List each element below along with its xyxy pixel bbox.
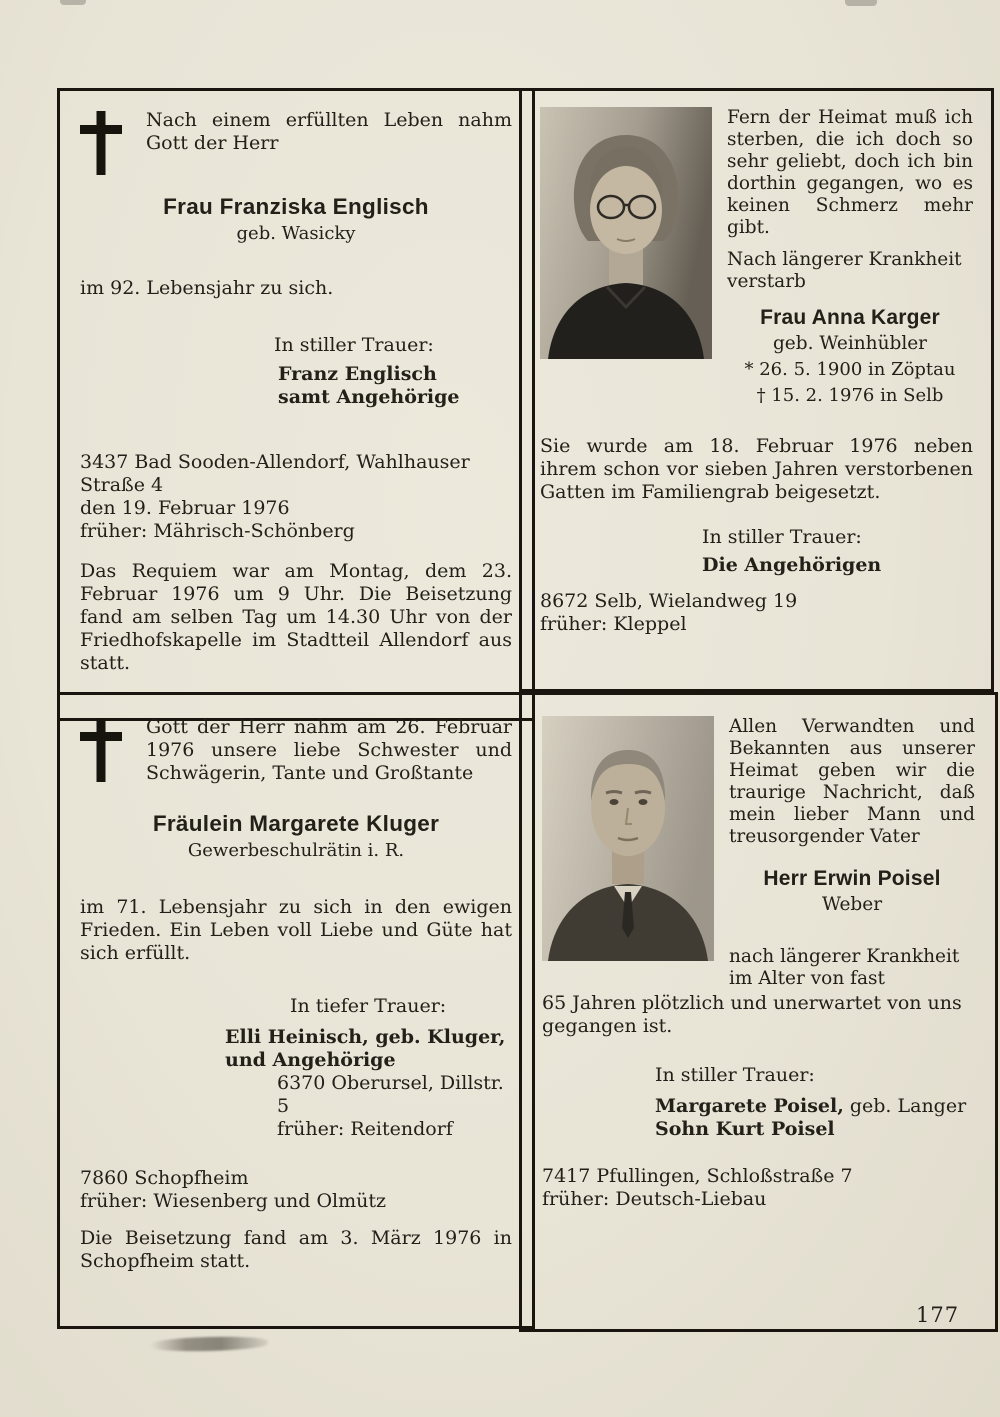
life-text: im 71. Lebensjahr zu sich in den ewigen Frieden. Ein Leben voll Liebe und Güte hat sich erfüllt. <box>80 896 512 964</box>
former-residence-line: früher: Deutsch-Liebau <box>542 1188 767 1210</box>
obituary-erwin-poisel <box>519 692 998 1332</box>
portrait-photo <box>540 107 712 407</box>
intro-text: Nach einem erfüllten Leben nahm Gott der Herr <box>146 109 512 154</box>
illness-text-part2: 65 Jahren plötzlich und unerwartet von uns gegangen ist. <box>542 992 962 1037</box>
mourner-line <box>655 1095 975 1118</box>
scan-artifact <box>60 0 86 5</box>
former-residence-line: früher: Mährisch-Schönberg <box>80 520 355 542</box>
address-block <box>540 590 973 636</box>
cross-icon <box>80 716 122 786</box>
mourner-line: und Angehörige <box>225 1049 396 1071</box>
former-residence-line: früher: Wiesenberg und Olmütz <box>80 1190 387 1212</box>
birth-date-line: * 26. 5. 1900 in Zöptau <box>744 359 956 380</box>
obituary-anna-karger <box>519 88 994 692</box>
occupation-line: Weber <box>821 894 883 915</box>
deceased-name: Frau Anna Karger <box>760 306 940 329</box>
mourner-block <box>278 363 512 409</box>
illness-text-part1: nach längerer Krankheit im Alter von fast <box>729 946 960 989</box>
intro-text: Allen Verwandten und Bekannten aus unserer Heimat geben wir die traurige Nachricht, daß mein lieber Mann und treusorgender Vater <box>729 716 975 847</box>
mourner-address-line: 6370 Oberursel, Dillstr. 5 <box>277 1072 504 1117</box>
cross-intro-row <box>80 109 512 179</box>
illness-line: Nach längerer Krankheit verstarb <box>727 249 962 292</box>
address-line: 3437 Bad Sooden-Allendorf, Wahlhauser Straße 4 <box>80 451 470 496</box>
mourner-line: Elli Heinisch, geb. Kluger, <box>225 1026 506 1048</box>
death-date-line: † 15. 2. 1976 in Selb <box>756 385 944 406</box>
deceased-name: Herr Erwin Poisel <box>763 867 941 890</box>
scan-smudge <box>150 1335 268 1352</box>
intro-text: Gott der Herr nahm am 26. Februar 1976 unsere liebe Schwester und Schwägerin, Tante und Großtante <box>146 716 512 784</box>
mourning-header: In stiller Trauer: <box>274 334 434 356</box>
mourner-line: Sohn Kurt Poisel <box>655 1118 835 1140</box>
cross-intro-row <box>80 716 512 786</box>
address-block <box>80 451 512 543</box>
scan-artifact <box>845 0 877 6</box>
notice-text-column <box>729 716 975 990</box>
address-line: 7417 Pfullingen, Schloßstraße 7 <box>542 1165 853 1187</box>
portrait-photo <box>542 716 714 990</box>
mourner-block <box>225 1026 512 1141</box>
mourner-former-line: früher: Reitendorf <box>277 1118 453 1140</box>
mourning-header: In tiefer Trauer: <box>290 995 447 1017</box>
mourner-name-suffix: geb. Langer <box>843 1095 967 1117</box>
mourner-name: Margarete Poisel, <box>655 1095 844 1117</box>
maiden-name: geb. Weinhübler <box>772 333 928 354</box>
mourner-block <box>655 1095 975 1141</box>
photo-text-row <box>540 107 973 407</box>
funeral-text: Die Beisetzung fand am 3. März 1976 in Schopfheim statt. <box>80 1227 512 1272</box>
address-line: 8672 Selb, Wielandweg 19 <box>540 590 798 612</box>
deceased-name: Frau Franziska Englisch <box>163 194 429 219</box>
funeral-text: Das Requiem war am Montag, dem 23. Februar 1976 um 9 Uhr. Die Beisetzung fand am selben Tag um 14.30 Uhr von der Friedhofskapelle im Stadtteil Allendorf aus statt. <box>80 560 512 674</box>
mourner-line: samt Angehörige <box>278 386 460 408</box>
mourning-header: In stiller Trauer: <box>655 1064 815 1086</box>
address-block <box>80 1167 512 1213</box>
address-block <box>542 1165 975 1211</box>
obituary-franziska-englisch <box>57 88 535 721</box>
notice-text-column <box>727 107 973 407</box>
address-line: 7860 Schopfheim <box>80 1167 249 1189</box>
deceased-name: Fräulein Margarete Kluger <box>152 811 440 836</box>
obituary-margarete-kluger <box>57 692 535 1329</box>
mourner-line: Franz Englisch <box>278 363 437 385</box>
maiden-name: geb. Wasicky <box>236 223 356 244</box>
cross-icon <box>80 109 122 179</box>
mourning-header: In stiller Trauer: <box>702 526 862 548</box>
date-line: den 19. Februar 1976 <box>80 497 290 519</box>
burial-text: Sie wurde am 18. Februar 1976 neben ihrem schon vor sieben Jahren verstorbenen Gatten im Familiengrab beigesetzt. <box>540 435 973 503</box>
epitaph-text: Fern der Heimat muß ich sterben, die ich doch so sehr geliebt, doch ich bin dorthin gegangen, wo es keinen Schmerz mehr gibt. <box>727 107 973 238</box>
mourner-line: Die Angehörigen <box>702 554 882 576</box>
page-number: 177 <box>916 1303 960 1327</box>
photo-text-row <box>542 716 975 990</box>
age-line: im 92. Lebensjahr zu sich. <box>80 277 334 299</box>
professional-title: Gewerbeschulrätin i. R. <box>187 840 405 861</box>
former-residence-line: früher: Kleppel <box>540 613 687 635</box>
